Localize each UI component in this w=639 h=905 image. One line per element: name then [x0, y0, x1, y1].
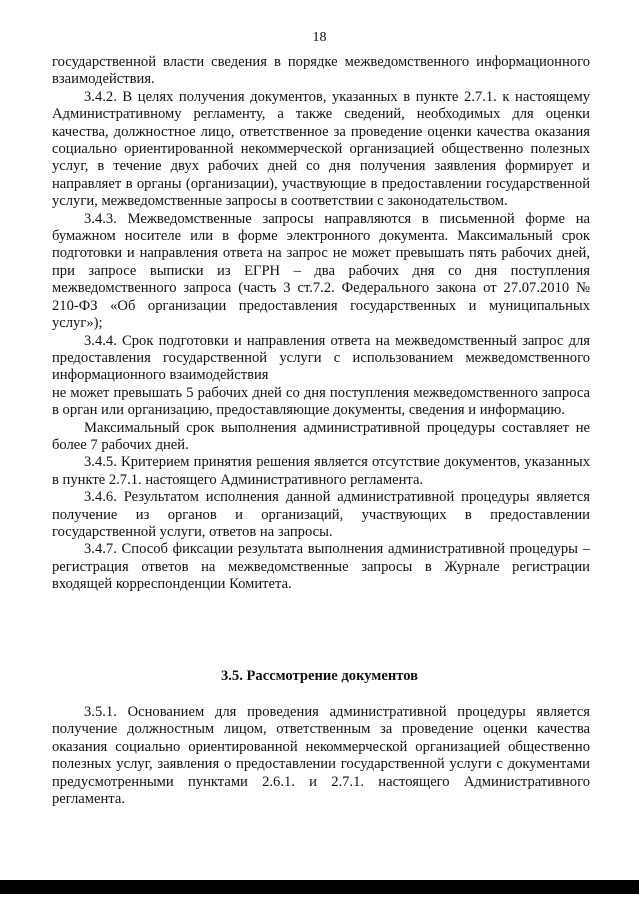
paragraph-3-4-3: 3.4.3. Межведомственные запросы направляются в письменной форме на бумажном носителе или в форме электронного документа. Максимальный срок подготовки и направления ответа на запрос не может превышать пять рабочих дней, при запросе выписки из ЕГРН – два рабочих дня со дня поступления межведомственного запроса (часть 3 ст.7.2. Федерального закона от 27.07.2010 № 210-ФЗ «Об организации предоставления государственных и муниципальных услуг»); — [52, 210, 590, 332]
section-title: 3.5. Рассмотрение документов — [220, 668, 419, 684]
paragraph-max-term: Максимальный срок выполнения административной процедуры составляет не более 7 рабочих дней. — [52, 419, 590, 453]
paragraph-continuation: государственной власти сведения в порядке межведомственного информационного взаимодействия. — [52, 54, 590, 88]
paragraph-3-4-4-continuation: не может превышать 5 рабочих дней со дня поступления межведомственного запроса в орган или организацию, предоставляющие документы, сведения и информацию. — [52, 384, 590, 419]
scan-edge-bar — [0, 880, 639, 894]
page-number: 18 — [312, 30, 327, 45]
paragraph-3-5-1: 3.5.1. Основанием для проведения административной процедуры является получение должностным лицом, ответственным за проведение оценки качества оказания социально ориентированной некоммерческой организацией общественно полезных услуг, заявления о предоставлении государственной услуги с документами предусмотренными пунктами 2.6.1. и 2.7.1. настоящего Административного регламента. — [52, 704, 590, 808]
section-body — [52, 704, 590, 808]
paragraph-3-4-7: 3.4.7. Способ фиксации результата выполнения административной процедуры – регистрация ответов на межведомственные запросы в Журнале регистрации входящей корреспонденции Комитета. — [52, 541, 590, 593]
paragraph-3-4-6: 3.4.6. Результатом исполнения данной административной процедуры является получение из органов и организаций, участвующих в предоставлении государственной услуги, ответов на запросы. — [52, 489, 590, 540]
paragraph-3-4-4: 3.4.4. Срок подготовки и направления ответа на межведомственный запрос для предоставления государственной услуги с использованием межведомственного информационного взаимодействия — [52, 332, 590, 384]
paragraph-3-4-2: 3.4.2. В целях получения документов, указанных в пункте 2.7.1. к настоящему Административному регламенту, а также сведений, необходимых для оценки качества, должностное лицо, ответственное за проведение оценки качества оказания социально ориентированной некоммерческой организацией общественно полезных услуг, в течение двух рабочих дней со дня получения заявления формирует и направляет в органы (организации), участвующие в предоставлении государственной услуги, межведомственные запросы в соответствии с законодательством. — [52, 88, 590, 210]
paragraph-3-4-5: 3.4.5. Критерием принятия решения является отсутствие документов, указанных в пункте 2.7.1. настоящего Административного регламента. — [52, 454, 590, 488]
document-body — [52, 54, 590, 594]
